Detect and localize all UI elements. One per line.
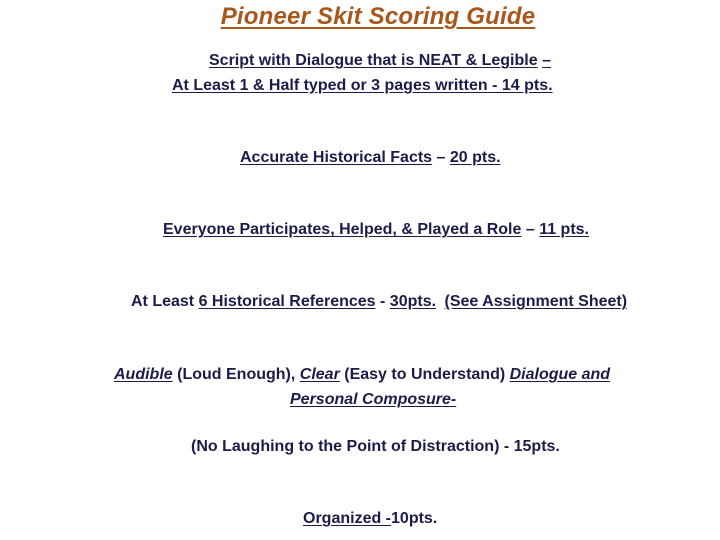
dialogue-rule-text: (No Laughing to the Point of Distraction) - 15pts.: [191, 438, 560, 455]
references-note: (See Assignment Sheet): [444, 293, 628, 310]
script-detail-text: At Least 1 & Half typed or 3 pages written - 14 pts.: [172, 77, 553, 94]
references-label: 6 Historical References: [198, 293, 376, 310]
facts-dash: –: [436, 149, 446, 166]
facts-criterion: [240, 149, 501, 167]
page-title: Pioneer Skit Scoring Guide: [220, 3, 536, 30]
references-prefix: At Least: [131, 293, 195, 310]
script-criterion: [209, 52, 551, 70]
participation-label: Everyone Participates, Helped, & Played a Role: [163, 221, 522, 238]
dialogue-rule: [191, 438, 560, 456]
participation-criterion: [163, 221, 589, 239]
audible-label: Audible: [114, 366, 173, 383]
references-criterion: [131, 293, 627, 311]
clear-label: Clear: [299, 366, 340, 383]
script-dash: –: [542, 52, 551, 69]
audible-note: (Loud Enough),: [177, 366, 296, 383]
dialogue-label: Dialogue and: [509, 366, 611, 383]
composure-label: Personal Composure-: [290, 391, 457, 408]
organized-points: 10pts.: [391, 510, 438, 527]
script-label: Script with Dialogue that is NEAT & Legible: [209, 52, 538, 69]
script-detail: [166, 77, 553, 95]
facts-label: Accurate Historical Facts: [240, 149, 433, 166]
composure-line: [290, 391, 456, 409]
references-points: 30pts.: [389, 293, 437, 310]
dialogue-criterion: [114, 366, 610, 384]
participation-dash: –: [525, 221, 535, 238]
organized-criterion: [303, 510, 437, 528]
facts-points: 20 pts.: [449, 149, 501, 166]
references-sep: -: [380, 293, 386, 310]
participation-points: 11 pts.: [539, 221, 589, 238]
clear-note: (Easy to Understand): [344, 366, 506, 383]
organized-label: Organized -: [303, 510, 392, 527]
